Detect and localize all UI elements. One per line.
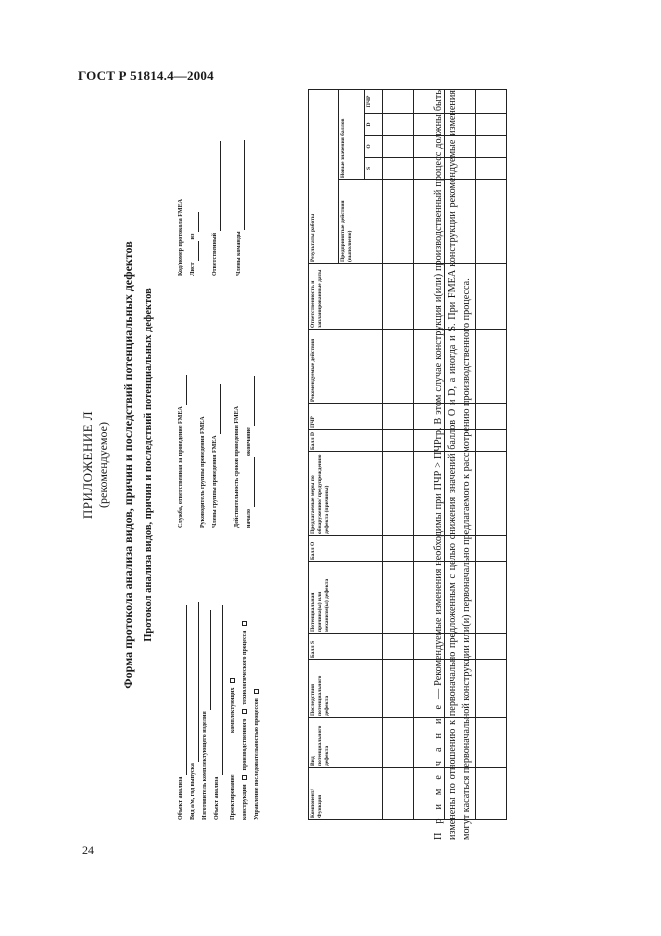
column-header: S [365, 158, 383, 180]
field-input[interactable] [179, 605, 187, 775]
column-header: Балл D [309, 430, 383, 452]
results-group-header: Результаты работы [309, 89, 339, 263]
table-cell[interactable] [476, 430, 507, 452]
field-label: Объект анализа [178, 776, 184, 820]
table-cell[interactable] [383, 430, 414, 452]
field-input[interactable] [179, 375, 187, 405]
checkbox-process[interactable] [242, 621, 247, 626]
field-label: Лист [190, 262, 196, 276]
table-cell[interactable] [383, 634, 414, 660]
checkbox-components[interactable] [230, 678, 235, 683]
table-cell[interactable] [383, 264, 414, 330]
field-sublabel: начало [246, 508, 252, 528]
checkbox-label: производственного [242, 718, 248, 771]
table-cell[interactable] [476, 114, 507, 136]
table-cell[interactable] [476, 158, 507, 180]
column-header: D [365, 114, 383, 136]
field-label: Члены группы проведения FMEA [212, 435, 218, 528]
field-label: Члены команды [236, 231, 242, 276]
table-cell[interactable] [383, 660, 414, 718]
field-label: Изготовитель комплектующего изделия [202, 711, 208, 820]
table-cell[interactable] [383, 180, 414, 264]
table-cell[interactable] [383, 562, 414, 634]
table-cell[interactable] [383, 158, 414, 180]
column-header: O [365, 136, 383, 158]
field-input[interactable] [203, 610, 211, 710]
note-label: П р и м е ч а н и е [433, 702, 444, 840]
field-input[interactable] [191, 602, 199, 762]
checkbox-label: комплектующих [230, 687, 236, 733]
table-cell[interactable] [383, 114, 414, 136]
table-cell[interactable] [476, 404, 507, 430]
form-title: Форма протокола анализа видов, причин и последствий потенциальных дефектов [121, 241, 135, 689]
column-header: Балл O [309, 536, 383, 562]
field-label: Ответственный [212, 232, 218, 276]
footnote [432, 90, 474, 840]
checkbox-label: Проектирование [230, 774, 236, 820]
field-input[interactable] [191, 241, 199, 261]
table-cell[interactable] [383, 404, 414, 430]
table-row [476, 89, 507, 819]
table-cell[interactable] [476, 89, 507, 113]
column-header: Рекомендуемые действия [309, 330, 383, 404]
table-cell[interactable] [476, 768, 507, 820]
table-cell[interactable] [383, 89, 414, 113]
field-label: из [190, 233, 196, 240]
column-header: Ответственность и запланированные даты [309, 264, 383, 330]
table-cell[interactable] [476, 660, 507, 718]
checkbox-label: технологического процесса [242, 630, 248, 705]
column-header: Последствия потенциального дефекта [309, 660, 383, 718]
field-label: Вид а/м, год выпуска [190, 763, 196, 820]
table-cell[interactable] [383, 718, 414, 768]
column-header: Потенциальная причина(ы) или механизм(ы) дефекта [309, 562, 383, 634]
checkbox-label: Управление последовательностью процессов [254, 698, 260, 820]
field-sublabel: окончание [246, 427, 252, 456]
field-input[interactable] [247, 376, 255, 426]
table-cell[interactable] [383, 452, 414, 536]
field-input[interactable] [191, 212, 199, 232]
field-input[interactable] [247, 457, 255, 507]
appendix-title: ПРИЛОЖЕНИЕ Л [80, 410, 95, 520]
checkbox-process-sequence[interactable] [254, 689, 259, 694]
table-cell[interactable] [383, 536, 414, 562]
column-header: ПЧР [365, 89, 383, 113]
new-scores-group-header: Новые значения баллов [339, 89, 365, 179]
field-label: Руководитель группы проведения FMEA [200, 416, 206, 528]
table-cell[interactable] [476, 452, 507, 536]
table-cell[interactable] [476, 264, 507, 330]
column-header: Компонент/ Функция [309, 768, 383, 820]
field-label: Объект анализа [214, 776, 220, 820]
column-header: Предлагаемые меры по обнаружению/ предупреждению дефекта (причины) [309, 452, 383, 536]
table-cell[interactable] [476, 136, 507, 158]
field-label: Действительность сроков проведения FMEA [234, 406, 240, 528]
field-input[interactable] [213, 384, 221, 434]
column-header: Вид потенциального дефекта [309, 718, 383, 768]
table-cell[interactable] [476, 634, 507, 660]
table-header-row [309, 89, 339, 819]
checkbox-production[interactable] [242, 709, 247, 714]
fmea-table [308, 89, 507, 820]
checkbox-label: конструкции [242, 784, 248, 820]
table-cell[interactable] [383, 768, 414, 820]
appendix-subtitle: (рекомендуемое) [96, 422, 110, 508]
table-cell[interactable] [476, 562, 507, 634]
field-input[interactable] [215, 605, 223, 775]
column-header: Предпринятые действия (выполнено) [339, 180, 383, 264]
right-header-fields [175, 106, 245, 276]
page-number: 24 [82, 843, 94, 857]
table-row [383, 89, 414, 819]
middle-header-fields [175, 298, 255, 528]
left-header-fields [175, 560, 263, 820]
table-cell[interactable] [476, 180, 507, 264]
note-text: — Рекомендуемые изменения необходимы при ПЧР > ПЧРгр. В этом случае конструкция и(или) производственный процесс должны быть изменены по отношению к первоначально предложенным с целью снижения значений баллов O и D, а иногда и S. При FMEA конструкции рекомендуемые изменения могут касаться первоначальной конструкции или(и) первоначально предлагаемого к рассмотрению производственного процесса. [433, 90, 472, 840]
checkbox-design[interactable] [242, 775, 247, 780]
table-cell[interactable] [383, 136, 414, 158]
field-label: Код/номер протокола FMEA [178, 199, 184, 276]
table-cell[interactable] [476, 330, 507, 404]
column-header: ПЧР [309, 404, 383, 430]
table-cell[interactable] [383, 330, 414, 404]
field-label: Служба, ответственная за проведение FMEA [178, 406, 184, 528]
rotated-appendix-page [80, 90, 520, 840]
table-cell[interactable] [476, 718, 507, 768]
form-subtitle: Протокол анализа видов, причин и последствий потенциальных дефектов [143, 288, 154, 642]
page-header: ГОСТ Р 51814.4—2004 [78, 68, 214, 83]
table-cell[interactable] [476, 536, 507, 562]
column-header: Балл S [309, 634, 383, 660]
field-input[interactable] [213, 141, 221, 231]
field-input[interactable] [237, 140, 245, 230]
